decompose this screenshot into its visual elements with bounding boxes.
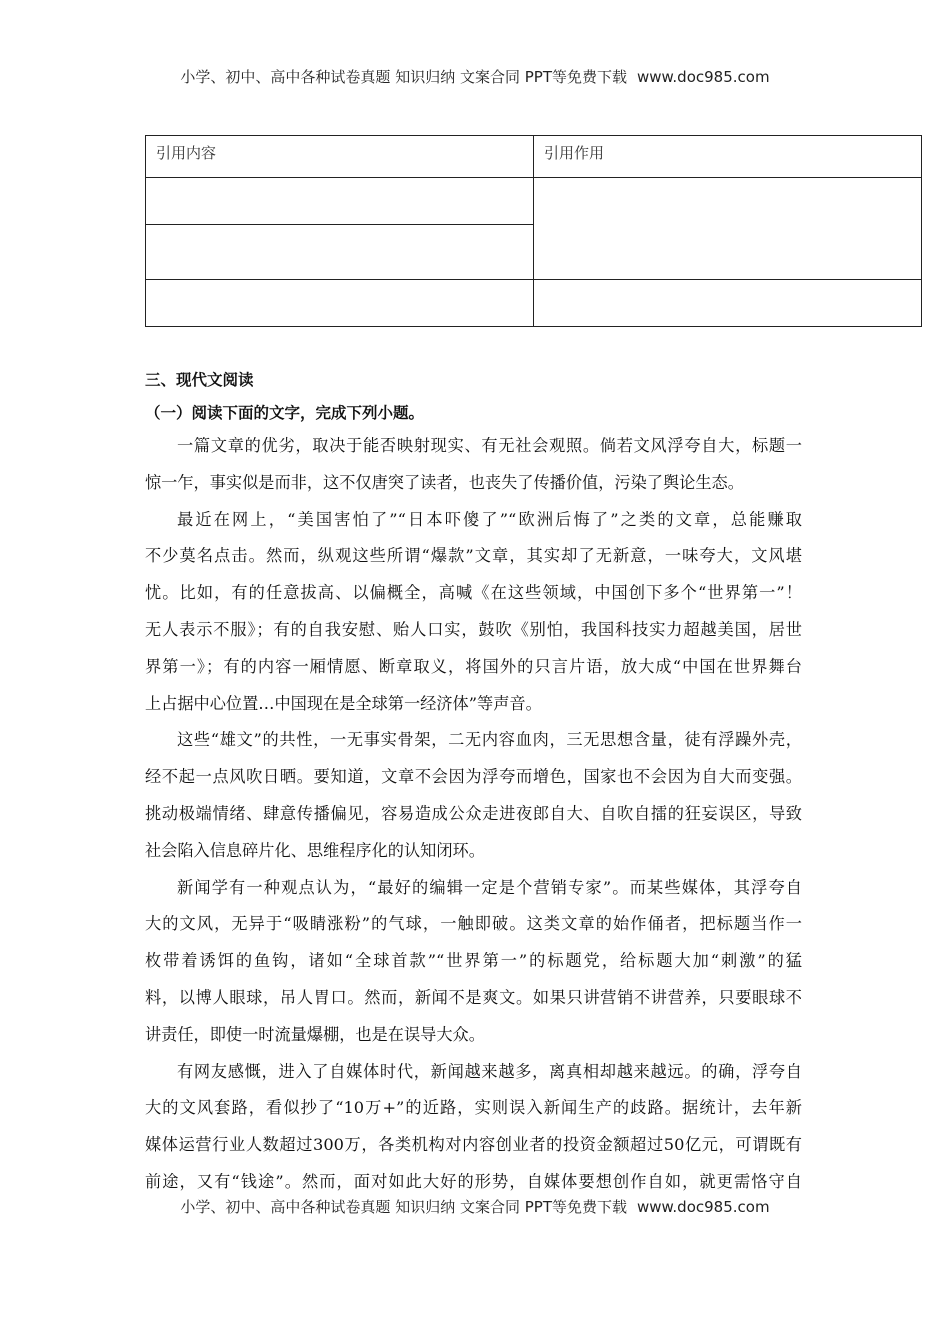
subsection-title: （一）阅读下面的文字，完成下列小题。	[145, 404, 425, 422]
paragraph-line: 不少莫名点击。然而，纵观这些所谓“爆款”文章，其实却了无新意，一味夸大，文风堪	[145, 546, 802, 566]
paragraph-line: 大的文风，无异于“吸睛涨粉”的气球，一触即破。这类文章的始作俑者，把标题当作一	[145, 914, 802, 934]
paragraph-line: 挑动极端情绪、肆意传播偏见，容易造成公众走进夜郎自大、自吹自擂的狂妄误区，导致	[145, 803, 802, 823]
table-cell[interactable]	[534, 178, 922, 280]
paragraph-line: 上占据中心位置…中国现在是全球第一经济体”等声音。	[145, 693, 542, 713]
paragraph-line: 新闻学有一种观点认为，“最好的编辑一定是个营销专家”。而某些媒体，其浮夸自	[177, 877, 802, 897]
table-header-content: 引用内容	[146, 136, 534, 178]
paragraph-line: 经不起一点风吹日晒。要知道，文章不会因为浮夸而增色，国家也不会因为自大而变强。	[145, 767, 802, 787]
article-body	[145, 432, 802, 1205]
paragraph-line: 忧。比如，有的任意拔高、以偏概全，高喊《在这些领域，中国创下多个“世界第一”！	[145, 583, 802, 603]
paragraph	[145, 432, 802, 506]
paragraph	[145, 874, 802, 1058]
paragraph-line: 料，以博人眼球，吊人胃口。然而，新闻不是爽文。如果只讲营销不讲营养，只要眼球不	[145, 987, 802, 1007]
paragraph-line: 最近在网上，“美国害怕了”“日本吓傻了”“欧洲后悔了”之类的文章，总能赚取	[177, 509, 802, 529]
header-text: 小学、初中、高中各种试卷真题 知识归纳 文案合同 PPT等免费下载	[180, 68, 627, 86]
paragraph-line: 前途，又有“钱途”。然而，面对如此大好的形势，自媒体要想创作自如，就更需恪守自	[145, 1171, 802, 1191]
paragraph-line: 讲责任，即使一时流量爆棚，也是在误导大众。	[145, 1024, 485, 1044]
paragraph	[145, 726, 802, 873]
table-cell[interactable]	[534, 280, 922, 327]
page-footer	[0, 1196, 950, 1217]
paragraph-line: 无人表示不服》；有的自我安慰、贻人口实，鼓吹《别怕，我国科技实力超越美国，居世	[145, 619, 802, 639]
paragraph-line: 大的文风套路，看似抄了“10万+”的近路，实则误入新闻生产的歧路。据统计，去年新	[145, 1098, 802, 1118]
paragraph-line: 惊一乍，事实似是而非，这不仅唐突了读者，也丧失了传播价值，污染了舆论生态。	[145, 472, 744, 492]
page-header	[0, 66, 950, 87]
paragraph-line: 有网友感慨，进入了自媒体时代，新闻越来越多，离真相却越来越远。的确，浮夸自	[177, 1061, 802, 1081]
table-cell[interactable]	[146, 225, 534, 280]
paragraph-line: 一篇文章的优劣，取决于能否映射现实、有无社会观照。倘若文风浮夸自大，标题一	[177, 436, 802, 455]
footer-url: www.doc985.com	[636, 1198, 770, 1216]
header-url: www.doc985.com	[636, 68, 770, 86]
paragraph-line: 媒体运营行业人数超过300万，各类机构对内容创业者的投资金额超过50亿元，可谓既有	[145, 1135, 802, 1155]
paragraph-line: 社会陷入信息碎片化、思维程序化的认知闭环。	[145, 840, 485, 860]
footer-text: 小学、初中、高中各种试卷真题 知识归纳 文案合同 PPT等免费下载	[180, 1198, 627, 1216]
table-cell[interactable]	[146, 280, 534, 327]
section-title: 三、现代文阅读	[145, 371, 254, 389]
table-cell[interactable]	[146, 178, 534, 225]
paragraph	[145, 506, 802, 727]
citation-table	[145, 135, 922, 327]
paragraph	[145, 1058, 802, 1205]
paragraph-line: 这些“雄文”的共性，一无事实骨架，二无内容血肉，三无思想含量，徒有浮躁外壳，	[177, 730, 802, 750]
table-header-function: 引用作用	[534, 136, 922, 178]
paragraph-line: 枚带着诱饵的鱼钩，诸如“全球首款”“世界第一”的标题党，给标题大加“刺激”的猛	[145, 951, 802, 971]
paragraph-line: 界第一》；有的内容一厢情愿、断章取义，将国外的只言片语，放大成“中国在世界舞台	[145, 656, 802, 676]
